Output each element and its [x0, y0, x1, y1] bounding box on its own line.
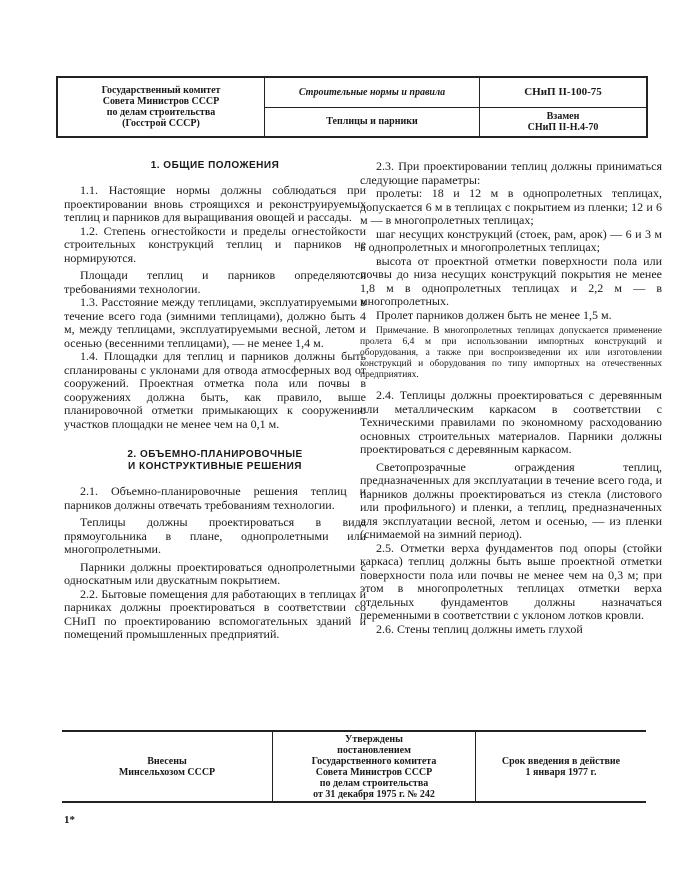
parameter-height: высота от проектной отметки поверхности пола или почвы до низа несущих конструкций покрытия не менее 1,8 м в однопролетных теплицах и 2,2 м — в многопролетных.: [360, 253, 662, 308]
paragraph-2-1-greenhouses: Теплицы должны проектироваться в виде прямоугольника в плане, однопролетными или многопролетными.: [64, 515, 366, 556]
series-title: Строительные нормы и правила: [298, 86, 446, 98]
series-title-box: [265, 78, 479, 108]
header-code-cell: [480, 78, 646, 136]
parameter-pitch: шаг несущих конструкций (стоек, рам, арок) — 6 и 3 м в однопролетных и многопролетных теплицах;: [360, 226, 662, 254]
paragraph-2-1-hotbeds: Парники должны проектироваться однопролетными с односкатным или двускатным покрытием.: [64, 559, 366, 587]
footer-table: [62, 730, 646, 803]
paragraph-1-4: 1.4. Площадки для теплиц и парников должны быть спланированы с уклонами для отвода атмосферных вод от сооружений. Проектная отметка пола или почвы в сооружениях должна быть, как правило, выше планировочной отметки примыкающих к сооружению участков площадки не менее чем на 0,1 м.: [64, 349, 366, 431]
paragraph-2-4-glazing: Светопрозрачные ограждения теплиц, предназначенных для эксплуатации в течение всего года, и парников должны проектироваться из стекла (листового или профильного) и пленки, а теплиц, предназначенных для эксплуатации весной, летом и осенью, — из пленки (снимаемой на зимний период).: [360, 459, 662, 541]
page-number: 1*: [64, 814, 75, 826]
paragraph-1-3: 1.3. Расстояние между теплицами, эксплуатируемыми в течение всего года (зимними теплицами), должно быть 4 м, между теплицами, эксплуатируемыми весной, летом и осенью (весенними теплицами), — не менее 1,4 м.: [64, 295, 366, 350]
document-title: Теплицы и парники: [326, 116, 418, 128]
paragraph-2-6: 2.6. Стены теплиц должны иметь глухой: [376, 621, 583, 636]
footer-approved-cell: [273, 732, 476, 801]
left-column: [64, 160, 366, 642]
code-box: [480, 78, 646, 108]
header-organization-cell: [58, 78, 265, 136]
note: Примечание. В многопролетных теплицах допускается применение пролета 6,4 м при использовании импортных конструкций и оборудования, а также при воспроизведении их или изготовлении конструкций и оборудования по типу импортных на отечественных предприятиях.: [360, 326, 662, 380]
paragraph-2-4: 2.4. Теплицы должны проектироваться с деревянным или металлическим каркасом в соответствии с Техническими правилами по экономному расходованию основных строительных материалов. Парники должны проектироваться с деревянным каркасом.: [360, 388, 662, 456]
parameter-hotbed-span: Пролет парников должен быть не менее 1,5 м.: [376, 307, 612, 322]
paragraph-2-3: 2.3. При проектировании теплиц должны приниматься следующие параметры:: [360, 159, 662, 187]
paragraph-2-1: 2.1. Объемно-планировочные решения теплиц и парников должны отвечать требованиям технологии.: [64, 484, 366, 512]
paragraph-1-2-areas: Площади теплиц и парников определяются требованиями технологии.: [64, 268, 366, 296]
footer-introduced-cell: [62, 732, 273, 801]
section-2-title: 2. ОБЪЕМНО-ПЛАНИРОВОЧНЫЕ И КОНСТРУКТИВНЫЕ РЕШЕНИЯ: [127, 449, 303, 472]
document-code: СНиП II-100-75: [524, 86, 602, 99]
doc-title-box: [265, 108, 479, 137]
header-table: [56, 76, 648, 138]
approved-by: Утверждены постановлением Государственного комитета Совета Министров СССР по делам строительства от 31 декабря 1975 г. № 242: [311, 733, 437, 800]
section-1-title: 1. ОБЩИЕ ПОЛОЖЕНИЯ: [150, 160, 280, 171]
header-title-cell: [265, 78, 480, 136]
paragraph-1-1: 1.1. Настоящие нормы должны соблюдаться при проектировании вновь строящихся и реконструируемых теплиц и парников для выращивания овощей и рассады.: [64, 183, 366, 224]
paragraph-1-2: 1.2. Степень огнестойкости и пределы огнестойкости строительных конструкций теплиц и парников не нормируются.: [64, 223, 366, 265]
replaces-note: Взамен СНиП II-Н.4-70: [527, 110, 599, 133]
parameter-spans: пролеты: 18 и 12 м в однопролетных теплицах, допускается 6 м в теплицах с покрытием из пленки; 12 и 6 м — в многопролетных теплицах;: [360, 186, 662, 227]
introduced-by: Внесены Минсельхозом СССР: [118, 755, 216, 778]
replaces-box: [480, 108, 646, 137]
effective-date: Срок введения в действие 1 января 1977 г.: [501, 755, 621, 778]
paragraph-2-5: 2.5. Отметки верха фундаментов под опоры (стойки каркаса) теплиц должны быть выше проектной отметки поверхности пола или почвы не менее чем на 0,3 м; при этом в многопролетных теплицах отметки верха отдельных фундаментов должны назначаться переменными в соответствии с уклоном лотков кровли.: [360, 540, 662, 622]
organization-name: Государственный комитет Совета Министров СССР по делам строительства (Госстрой СССР): [101, 85, 221, 129]
footer-effective-cell: [476, 732, 646, 801]
paragraph-2-2: 2.2. Бытовые помещения для работающих в теплицах и парниках должны проектироваться в соответствии со СНиП по проектированию вспомогательных зданий и помещений промышленных предприятий.: [64, 586, 366, 641]
right-column: [360, 160, 662, 636]
